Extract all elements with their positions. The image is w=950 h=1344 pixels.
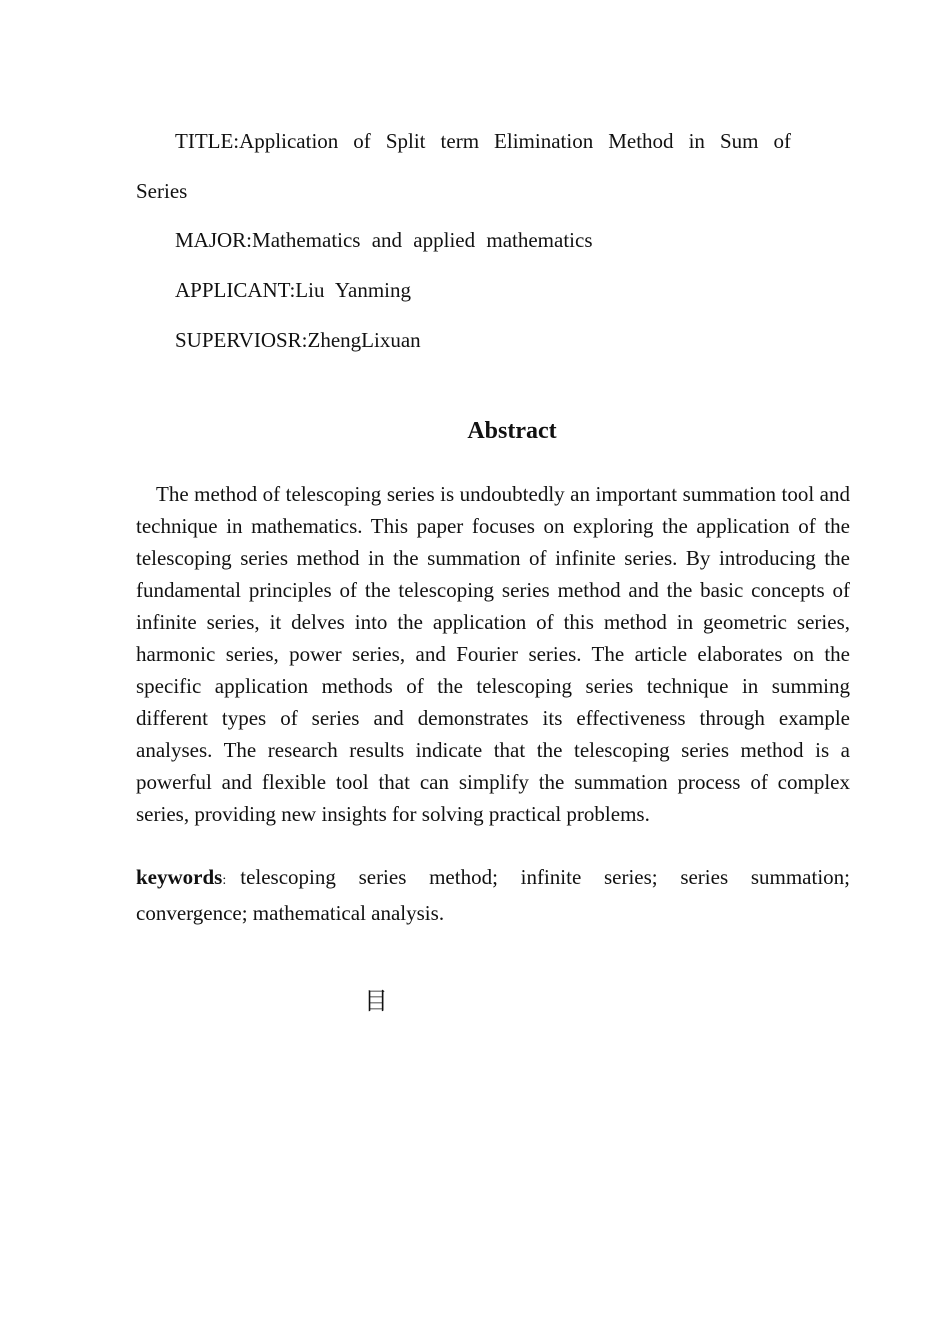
- abstract-heading: Abstract: [467, 418, 557, 444]
- supervisor-line: SUPERVIOSR:ZhengLixuan: [175, 328, 421, 352]
- applicant-line: APPLICANT:Liu Yanming: [175, 278, 411, 302]
- toc-heading-partial: 目: [364, 987, 388, 1015]
- title-line-continuation: Series: [136, 179, 188, 203]
- keywords-paragraph: [136, 861, 850, 929]
- abstract-body: The method of telescoping series is undoubtedly an important summation tool and technique in mathematics. This paper focuses on exploring the application of the telescoping series method in the summation of infinite series. By introducing the fundamental principles of the telescoping series method and the basic concepts of infinite series, it delves into the application of this method in geometric series, harmonic series, power series, and Fourier series. The article elaborates on the specific application methods of the telescoping series technique in summing different types of series and demonstrates its effectiveness through example analyses. The research results indicate that the telescoping series method is a powerful and flexible tool that can simplify the summation process of complex series, providing new insights for solving practical problems.: [136, 482, 850, 826]
- title-line: TITLE:Application of Split term Elimination Method in Sum of: [175, 129, 791, 153]
- keywords-colon: :: [222, 873, 227, 888]
- keywords-label: keywords: [136, 865, 223, 889]
- major-line: MAJOR:Mathematics and applied mathematics: [175, 228, 593, 252]
- keywords-text: telescoping series method; infinite series; series summation; convergence; mathematical analysis.: [136, 865, 850, 925]
